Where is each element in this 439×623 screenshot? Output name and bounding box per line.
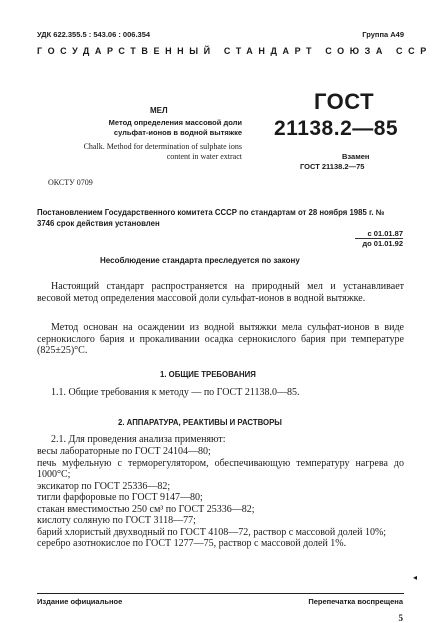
gost-label: ГОСТ <box>314 89 375 114</box>
udk-code: УДК 622.355.5 : 543.06 : 006.354 <box>37 30 151 39</box>
okstu-code: ОКСТУ 0709 <box>48 178 93 187</box>
russian-title: Метод определения массовой доли сульфат-ионов в водной вытяжке <box>108 118 242 137</box>
list-item: серебро азотнокислое по ГОСТ 1277—75, раствор с массовой долей 1%. <box>37 538 347 549</box>
reprint-prohibited-label: Перепечатка воспрещена <box>308 597 403 606</box>
list-item: барий хлористый двухводный по ГОСТ 4108—72, раствор с массовой долей 10%; <box>37 526 387 538</box>
list-item: тигли фарфоровые по ГОСТ 9147—80; <box>37 492 203 503</box>
group-code: Группа А49 <box>362 30 404 39</box>
valid-to-date: до 01.01.92 <box>362 239 403 248</box>
gost-number: 21138.2—85 <box>274 117 399 140</box>
state-standard-banner: ГОСУДАРСТВЕННЫЙ СТАНДАРТ СОЮЗА ССР <box>37 46 432 56</box>
english-title: Chalk. Method for determination of sulphate ions content in water extract <box>83 142 242 161</box>
list-item: стакан вместимостью 250 см³ по ГОСТ 25336—82; <box>37 503 255 515</box>
list-item: эксикатор по ГОСТ 25336—82; <box>37 480 171 492</box>
intro-paragraph-2: Метод основан на осаждении из водной вытяжки мела сульфат-ионов в виде сернокислого бария и прокаливании осадка сернокислого бария при температуре (825±25)°С. <box>37 322 404 356</box>
decree-text: Постановлением Государственного комитета СССР по стандартам от 28 ноября 1985 г. № 3746 срок действия установлен <box>37 208 385 228</box>
replaces-label: Взамен <box>342 152 370 161</box>
valid-from-date: с 01.01.87 <box>367 229 403 238</box>
replaces-value: ГОСТ 21138.2—75 <box>300 162 365 171</box>
footer-divider <box>37 593 404 594</box>
intro-paragraph-1: Настоящий стандарт распространяется на природный мел и устанавливает весовой метод определения массовой доли сульфат-ионов в водной вытяжке. <box>37 281 404 304</box>
legal-warning: Несоблюдение стандарта преследуется по закону <box>100 256 300 265</box>
list-item: печь муфельную с терморегулятором, обеспечивающую температуру нагрева до 1000°С; <box>37 457 404 480</box>
list-item: кислоту соляную по ГОСТ 3118—77; <box>37 515 196 526</box>
material-name: МЕЛ <box>150 106 168 115</box>
section-1-text: 1.1. Общие требования к методу — по ГОСТ 21138.0—85. <box>51 387 300 398</box>
section-2-intro: 2.1. Для проведения анализа применяют: <box>51 434 226 445</box>
section-1-heading: 1. ОБЩИЕ ТРЕБОВАНИЯ <box>160 370 256 379</box>
official-edition-label: Издание официальное <box>37 597 123 606</box>
margin-mark-icon: ◂ <box>413 573 418 582</box>
section-2-heading: 2. АППАРАТУРА, РЕАКТИВЫ И РАСТВОРЫ <box>118 418 282 427</box>
page-number: 5 <box>398 613 403 623</box>
equipment-list <box>37 446 404 550</box>
list-item: весы лабораторные по ГОСТ 24104—80; <box>37 446 211 457</box>
